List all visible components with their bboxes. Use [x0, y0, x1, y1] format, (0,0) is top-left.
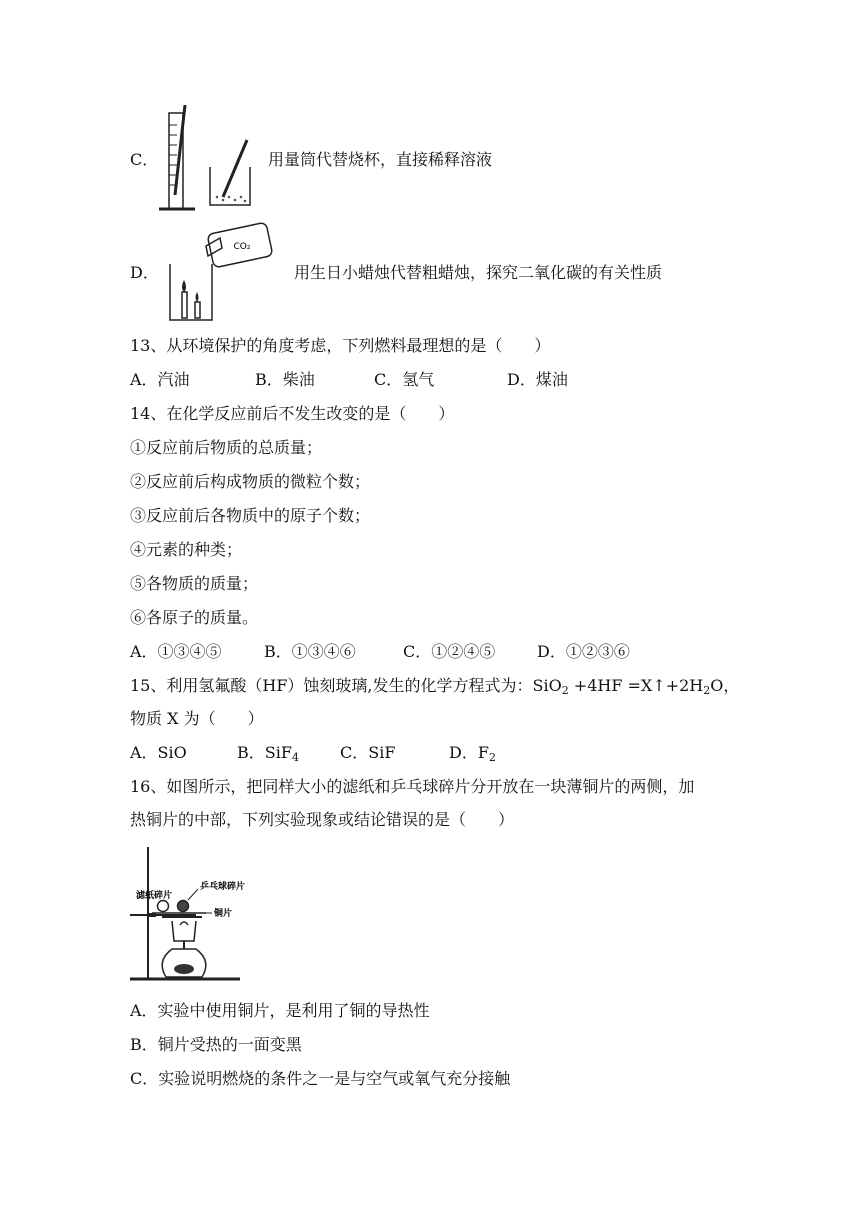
q14-item-6: ⑥各原子的质量。 — [130, 608, 259, 627]
q14-item-1: ①反应前后物质的总质量； — [130, 438, 323, 457]
q13-option-a: A．汽油 — [130, 370, 190, 389]
q14-option-a: A．①③④⑤ — [130, 642, 222, 661]
q12-option-d-text: 用生日小蜡烛代替粗蜡烛，探究二氧化碳的有关性质 — [294, 263, 663, 282]
q15-option-b: B．SiF$_4$ — [237, 743, 299, 764]
q15-stem-line-2: 物质 X 为（ ） — [130, 709, 264, 728]
q14-item-5: ⑤各物质的质量； — [130, 574, 259, 593]
q14-item-3: ③反应前后各物质中的原子个数； — [130, 506, 371, 525]
pingpong-fragment-label: 乒乓球碎片 — [200, 882, 246, 892]
q14-option-b: B．①③④⑥ — [264, 642, 356, 661]
q14-stem: 14、在化学反应前后不发生改变的是（ ） — [130, 404, 455, 423]
q16-option-b: B．铜片受热的一面变黑 — [130, 1035, 302, 1054]
q13-option-b: B．柴油 — [255, 370, 315, 389]
q16-stem-line-2: 热铜片的中部，下列实验现象或结论错误的是（ ） — [130, 810, 515, 829]
graduated-cylinder-figure — [155, 105, 260, 215]
q15-option-c: C．SiF — [340, 743, 396, 762]
q16-option-c: C．实验说明燃烧的条件之一是与空气或氧气充分接触 — [130, 1069, 511, 1088]
q15-option-a: A．SiO — [130, 743, 187, 762]
q16-option-a: A．实验中使用铜片，是利用了铜的导热性 — [130, 1001, 430, 1020]
copper-plate-label: 铜片 — [214, 909, 233, 919]
q12-option-d-letter: D． — [130, 263, 159, 282]
q14-option-c: C．①②④⑤ — [403, 642, 496, 661]
copper-plate-experiment-figure — [128, 845, 268, 985]
q14-item-2: ②反应前后构成物质的微粒个数； — [130, 472, 371, 491]
q15-option-d: D．$F_2$ — [449, 743, 496, 764]
filter-paper-label: 滤纸碎片 — [136, 891, 173, 901]
q16-stem-line-1: 16、如图所示，把同样大小的滤纸和乒乓球碎片分开放在一块薄铜片的两侧，加 — [130, 777, 695, 796]
q13-stem: 13、从环境保护的角度考虑，下列燃料最理想的是（ ） — [130, 336, 551, 355]
q12-option-c-letter: C． — [130, 150, 159, 169]
co2-candle-figure — [162, 218, 274, 324]
q13-option-d: D．煤油 — [507, 370, 568, 389]
q15-stem: 15、利用氢氟酸（HF）蚀刻玻璃,发生的化学方程式为：$SiO_2 +4HF =X↑+2H_2O$， — [130, 676, 740, 697]
q14-item-4: ④元素的种类； — [130, 540, 243, 559]
q13-option-c: C．氢气 — [374, 370, 435, 389]
q14-option-d: D．①②③⑥ — [537, 642, 630, 661]
q12-option-c-text: 用量筒代替烧杯，直接稀释溶液 — [268, 150, 493, 169]
co2-bottle-label: CO₂ — [233, 242, 251, 252]
